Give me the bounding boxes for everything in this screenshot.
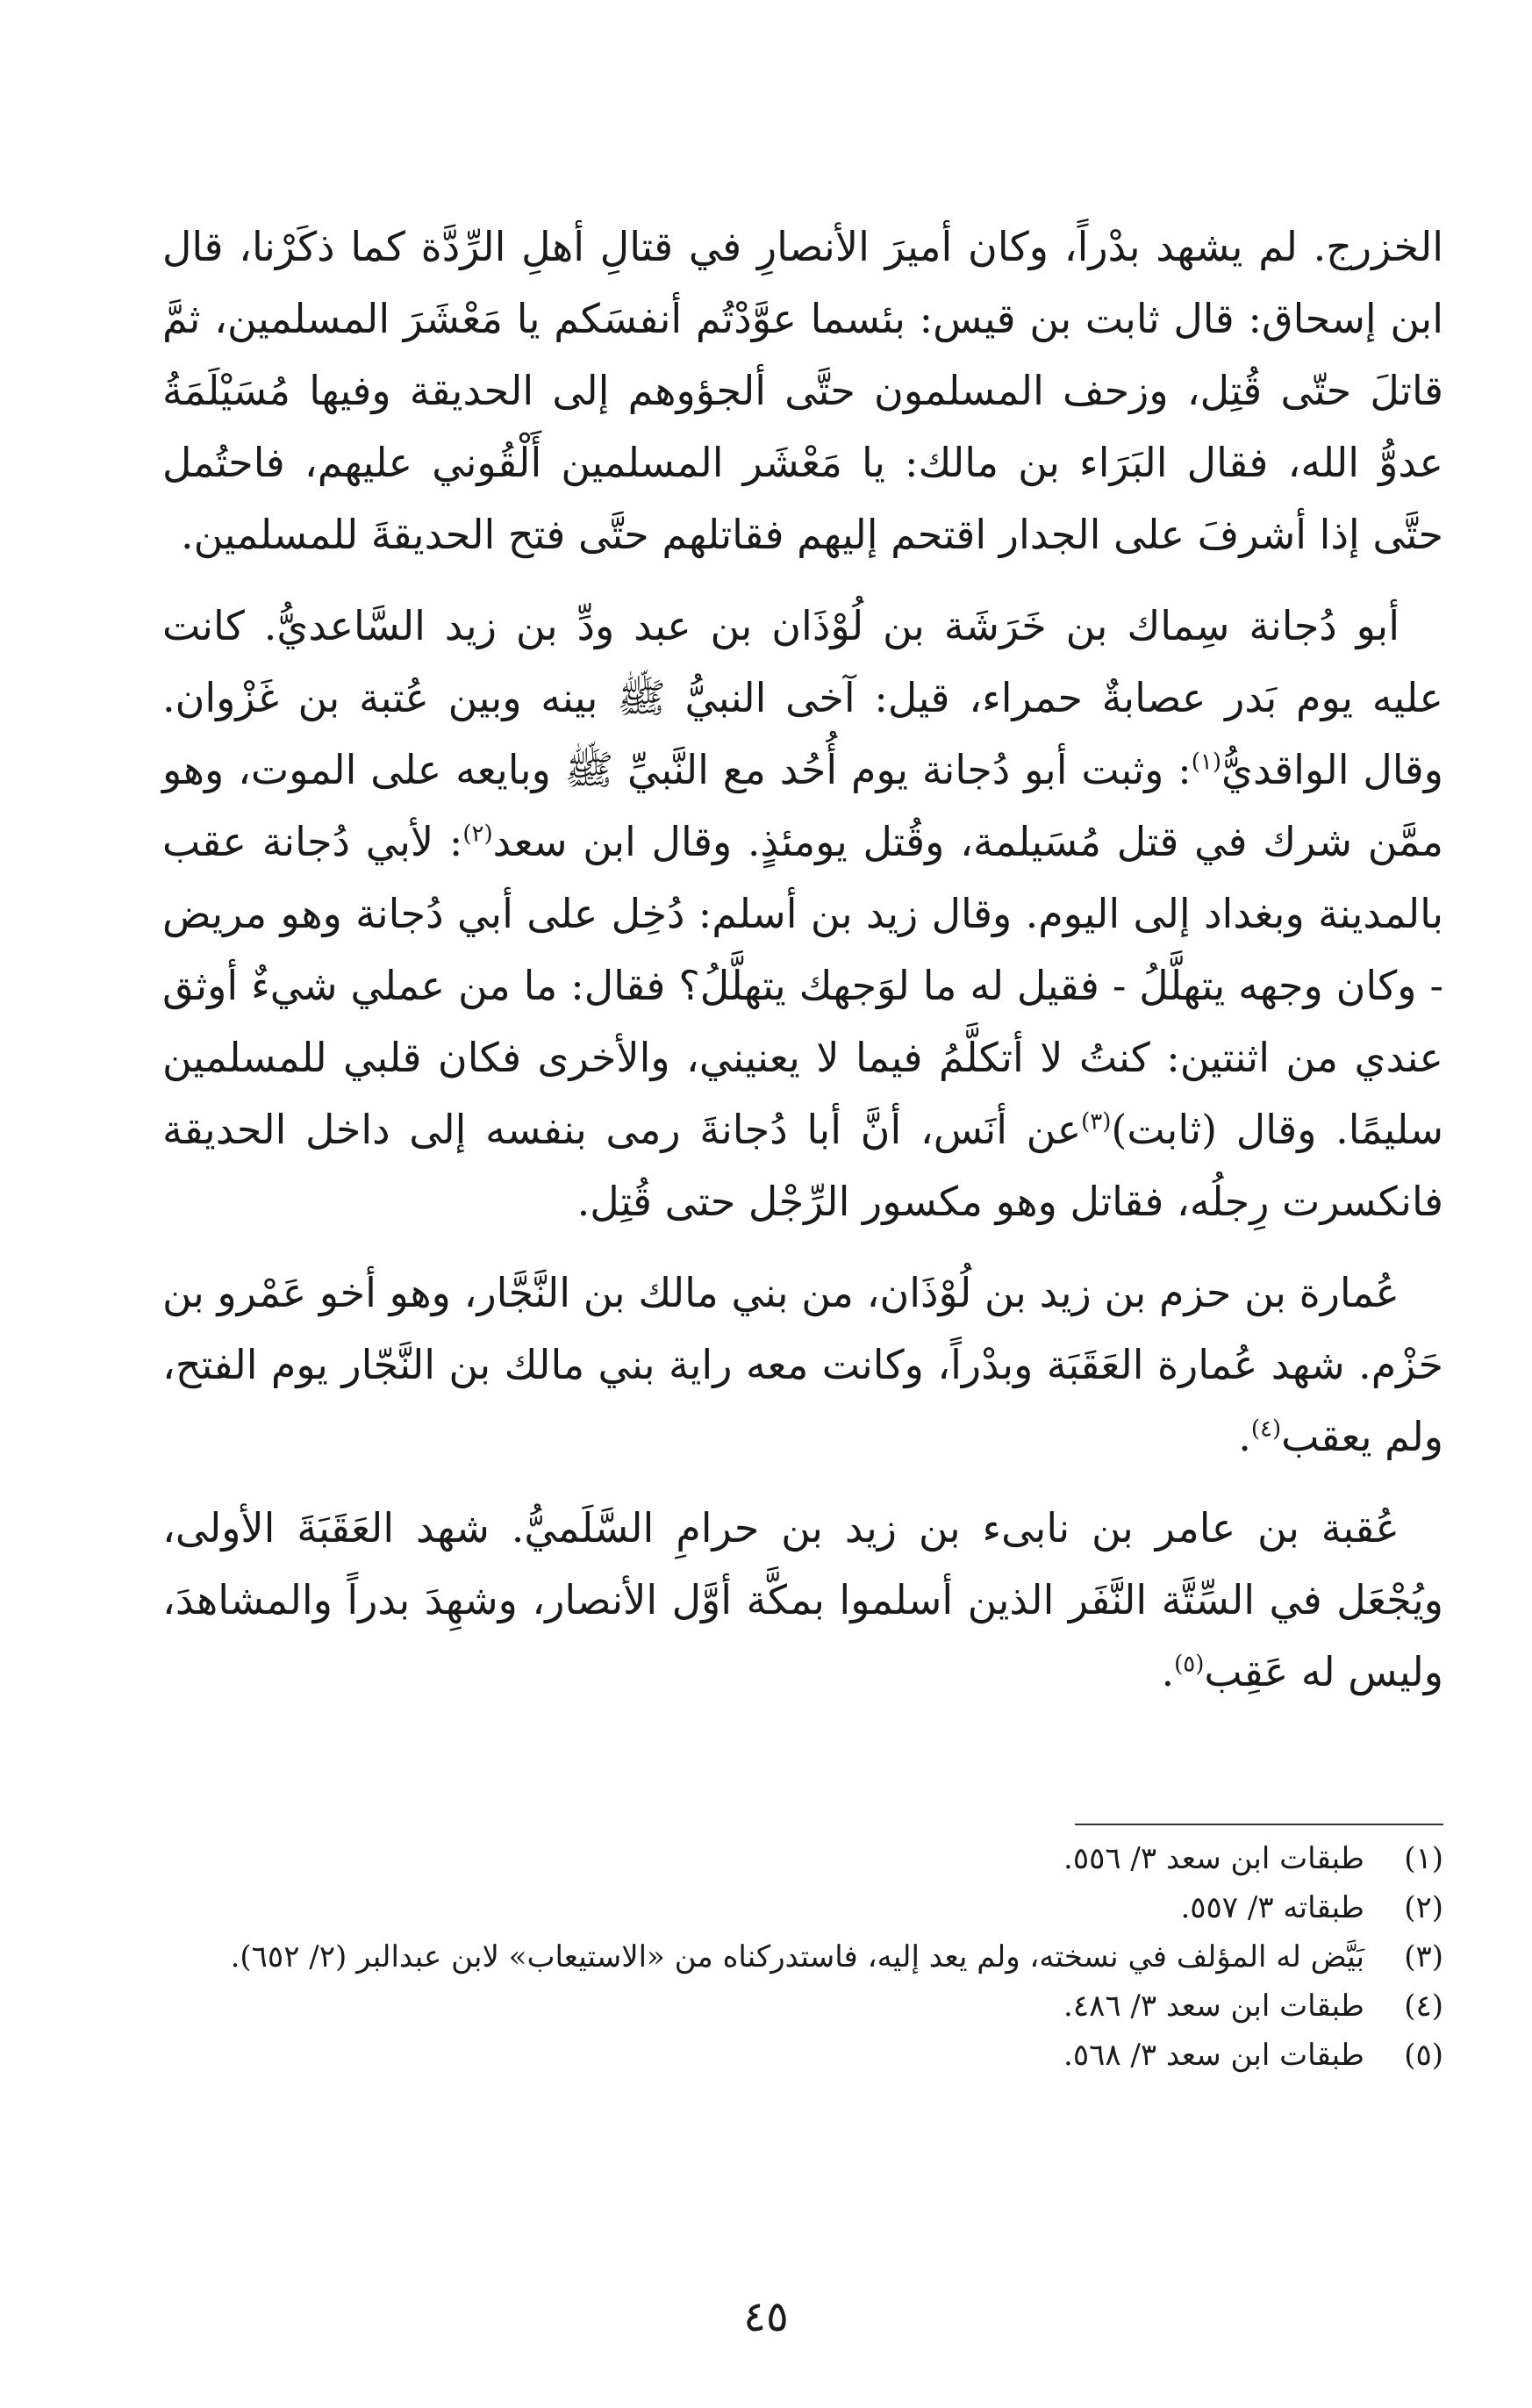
footnote-item [162, 2031, 1443, 2080]
main-text-block [162, 211, 1443, 1708]
footnote-text: بَيَّض له المؤلف في نسخته، ولم يعد إليه، فاستدركناه من «الاستيعاب» لابن عبدالبر (٢/ ٦٥٢). [230, 1939, 1364, 1974]
footnote-number: (١) [1404, 1841, 1443, 1876]
footnote-item [162, 1834, 1443, 1883]
footnote-ref-4[interactable]: (٤) [1250, 1415, 1282, 1443]
footnote-item [162, 1932, 1443, 1982]
paragraph-thabit: الخزرج. لم يشهد بدْراً، وكان أميرَ الأنصارِ في قتالِ أهلِ الرِّدَّة كما ذكَرْنا، قال ابن إسحاق: قال ثابت بن قيس: بئسما عوَّدْتُم أنفسَكم يا مَعْشَرَ المسلمين، ثمَّ قاتلَ حتّى قُتِل، وزحف المسلمون حتَّى ألجؤوهم إلى الحديقة وفيها مُسَيْلَمَةُ عدوُّ الله، فقال البَرَاء بن مالك: يا مَعْشَر المسلمين أَلْقُوني عليهم، فاحتُمل حتَّى إذا أشرفَ على الجدار اقتحم إليهم فقاتلهم حتَّى فتح الحديقةَ للمسلمين. [162, 223, 1443, 558]
footnote-number: (٥) [1404, 2038, 1443, 2073]
footnote-ref-3[interactable]: (٣) [1081, 1108, 1112, 1136]
paragraph-umara: عُمارة بن حزم بن زيد بن لُوْذَان، من بني مالك بن النَّجَّار، وهو أخو عَمْرو بن حَزْم. شهد عُمارة العَقَبَة وبدْراً، وكانت معه راية بني مالك بن النَّجّار يوم الفتح، ولم يعقب$^{(٤)}$. [162, 1269, 1443, 1460]
footnote-text: طبقاته ٣/ ٥٥٧. [1180, 1890, 1364, 1925]
paragraph-abu-dujana: أبو دُجانة سِماك بن خَرَشَة بن لُوْذَان بن عبد ودِّ بن زيد السَّاعديُّ. كانت عليه يوم بَدر عصابةٌ حمراء، قيل: آخى النبيُّ ﷺ بينه وبين عُتبة بن غَزْوان. وقال الواقديُّ$^{(١)}$: وثبت أبو دُجانة يوم أُحُد مع النَّبيِّ ﷺ وبايعه على الموت، وهو ممَّن شرك في قتل مُسَيلمة، وقُتل يومئذٍ. وقال ابن سعد$^{(٢)}$: لأبي دُجانة عقب بالمدينة وبغداد إلى اليوم. وقال زيد بن أسلم: دُخِل على أبي دُجانة وهو مريض - وكان وجهه يتهلَّلُ - فقيل له ما لوَجهك يتهلَّلُ؟ فقال: ما من عملي شيءٌ أوثق عندي من اثنتين: كنتُ لا أتكلَّمُ فيما لا يعنيني، والأخرى فكان قلبي للمسلمين سليمًا. وقال (ثابت)$^{(٣)}$عن أنَس، أنَّ أبا دُجانةَ رمى بنفسه إلى داخل الحديقة فانكسرت رِجلُه، فقاتل وهو مكسور الرِّجْل حتى قُتِل. [162, 602, 1443, 1225]
footnote-number: (٢) [1404, 1890, 1443, 1925]
footnote-ref-5[interactable]: (٥) [1174, 1651, 1205, 1678]
footnote-text: طبقات ابن سعد ٣/ ٥٦٨. [1063, 2038, 1364, 2073]
footnote-text: طبقات ابن سعد ٣/ ٥٥٦. [1063, 1841, 1364, 1876]
footnote-divider [1075, 1824, 1443, 1825]
footnote-text: طبقات ابن سعد ٣/ ٤٨٦. [1063, 1989, 1364, 2024]
footnotes-section [162, 1834, 1443, 2080]
footnote-item [162, 1982, 1443, 2031]
footnote-ref-2[interactable]: (٢) [462, 821, 493, 848]
footnote-item [162, 1883, 1443, 1932]
footnote-ref-1[interactable]: (١) [1191, 749, 1222, 776]
paragraph-uqba: عُقبة بن عامر بن نابىء بن زيد بن حرامِ السَّلَميُّ. شهد العَقَبَةَ الأولى، ويُجْعَل في السِّتَّة النَّفَر الذين أسلموا بمكَّة أوَّل الأنصار، وشهِدَ بدراً والمشاهدَ، وليس له عَقِب$^{(٥)}$. [162, 1504, 1443, 1695]
page-number: ٤٥ [743, 2292, 789, 2341]
footnote-number: (٤) [1404, 1989, 1443, 2024]
footnote-number: (٣) [1404, 1939, 1443, 1974]
